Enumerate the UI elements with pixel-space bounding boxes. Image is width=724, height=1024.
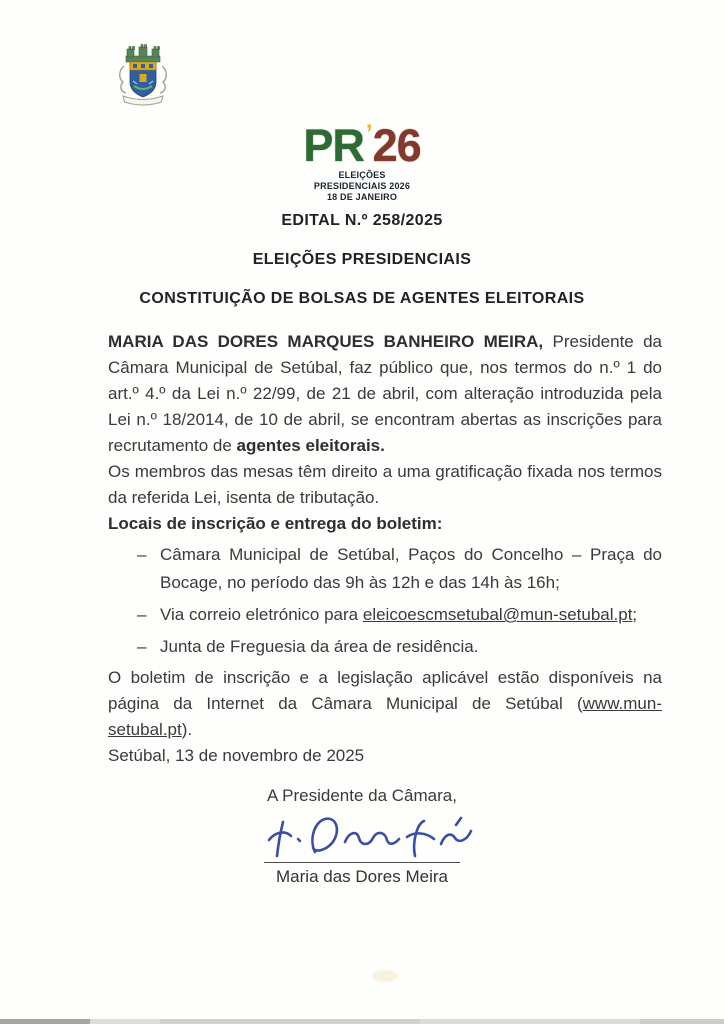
parish-location-text: Junta de Freguesia da área de residência. <box>160 637 479 656</box>
logo-apostrophe: ’ <box>365 120 372 147</box>
closing-paragraph <box>108 665 662 743</box>
dash-bullet-icon: – <box>137 605 147 624</box>
town-hall-location-text: Câmara Municipal de Setúbal, Paços do Concelho – Praça do Bocage, no período das 9h às 12h e das 14h às 16h; <box>160 545 662 592</box>
list-item-email <box>108 601 662 629</box>
registration-locations-list <box>108 541 662 661</box>
closing-prefix: O boletim de inscrição e a legislação aplicável estão disponíveis na página da Internet da Câmara Municipal de Setúbal ( <box>108 668 662 713</box>
president-full-name: MARIA DAS DORES MARQUES BANHEIRO MEIRA, <box>108 332 544 351</box>
gratification-paragraph: Os membros das mesas têm direito a uma gratificação fixada nos termos da referida Lei, isenta de tributação. <box>108 462 662 507</box>
signature-handwriting <box>247 810 477 868</box>
document-body <box>108 329 662 769</box>
logo-subtitle <box>0 170 724 203</box>
list-item-town-hall <box>108 541 662 597</box>
dash-bullet-icon: – <box>137 637 147 656</box>
email-option-prefix: Via correio eletrónico para <box>160 605 363 624</box>
locations-heading: Locais de inscrição e entrega do boletim: <box>108 514 443 533</box>
place-date-line: Setúbal, 13 de novembro de 2025 <box>108 746 365 765</box>
logo-subtitle-line2: PRESIDENCIAIS 2026 <box>313 181 411 191</box>
signer-role: A Presidente da Câmara, <box>267 786 457 805</box>
email-option-suffix: ; <box>632 605 638 624</box>
setubal-coat-of-arms-icon <box>116 44 170 106</box>
logo-year-text: 26 <box>372 120 421 171</box>
subject-title: CONSTITUIÇÃO DE BOLSAS DE AGENTES ELEITORAIS <box>139 290 585 307</box>
intro-paragraph-text: Presidente da Câmara Municipal de Setúbal, faz público que, nos termos do n.º 1 do art.º 4.º da Lei n.º 22/99, de 21 de abril, com alteração introduzida pela Lei n.º 18/2014, de 10 de abril, se encontram abertas as inscrições para recrutamento de <box>108 332 662 455</box>
logo-subtitle-line3: 18 DE JANEIRO <box>326 192 398 202</box>
signer-printed-name: Maria das Dores Meira <box>276 867 448 886</box>
crown <box>126 45 160 63</box>
scan-edge <box>0 1019 724 1024</box>
document-titles <box>85 212 639 329</box>
logo-pr-text: PR <box>303 120 364 171</box>
shield <box>130 62 156 97</box>
list-item-parish <box>108 633 662 661</box>
closing-suffix: ). <box>181 720 193 739</box>
municipal-website-link[interactable]: www.mun-setubal.pt <box>108 694 662 739</box>
agentes-eleitorais-emphasis: agentes eleitorais. <box>236 436 385 455</box>
intro-paragraph <box>108 329 662 459</box>
pr26-wordmark <box>0 112 724 171</box>
pr26-election-logo <box>0 112 724 203</box>
coat-of-arms-graphic <box>116 44 170 106</box>
signature-block <box>0 786 724 887</box>
registration-email-link[interactable]: eleicoescmsetubal@mun-setubal.pt <box>362 605 633 624</box>
logo-subtitle-line1: ELEIÇÕES <box>338 170 386 180</box>
dash-bullet-icon: – <box>137 545 147 564</box>
scan-smudge <box>372 970 398 982</box>
signature-line <box>264 862 460 863</box>
election-title: ELEIÇÕES PRESIDENCIAIS <box>252 251 472 268</box>
edital-number-title: EDITAL N.º 258/2025 <box>281 212 443 229</box>
